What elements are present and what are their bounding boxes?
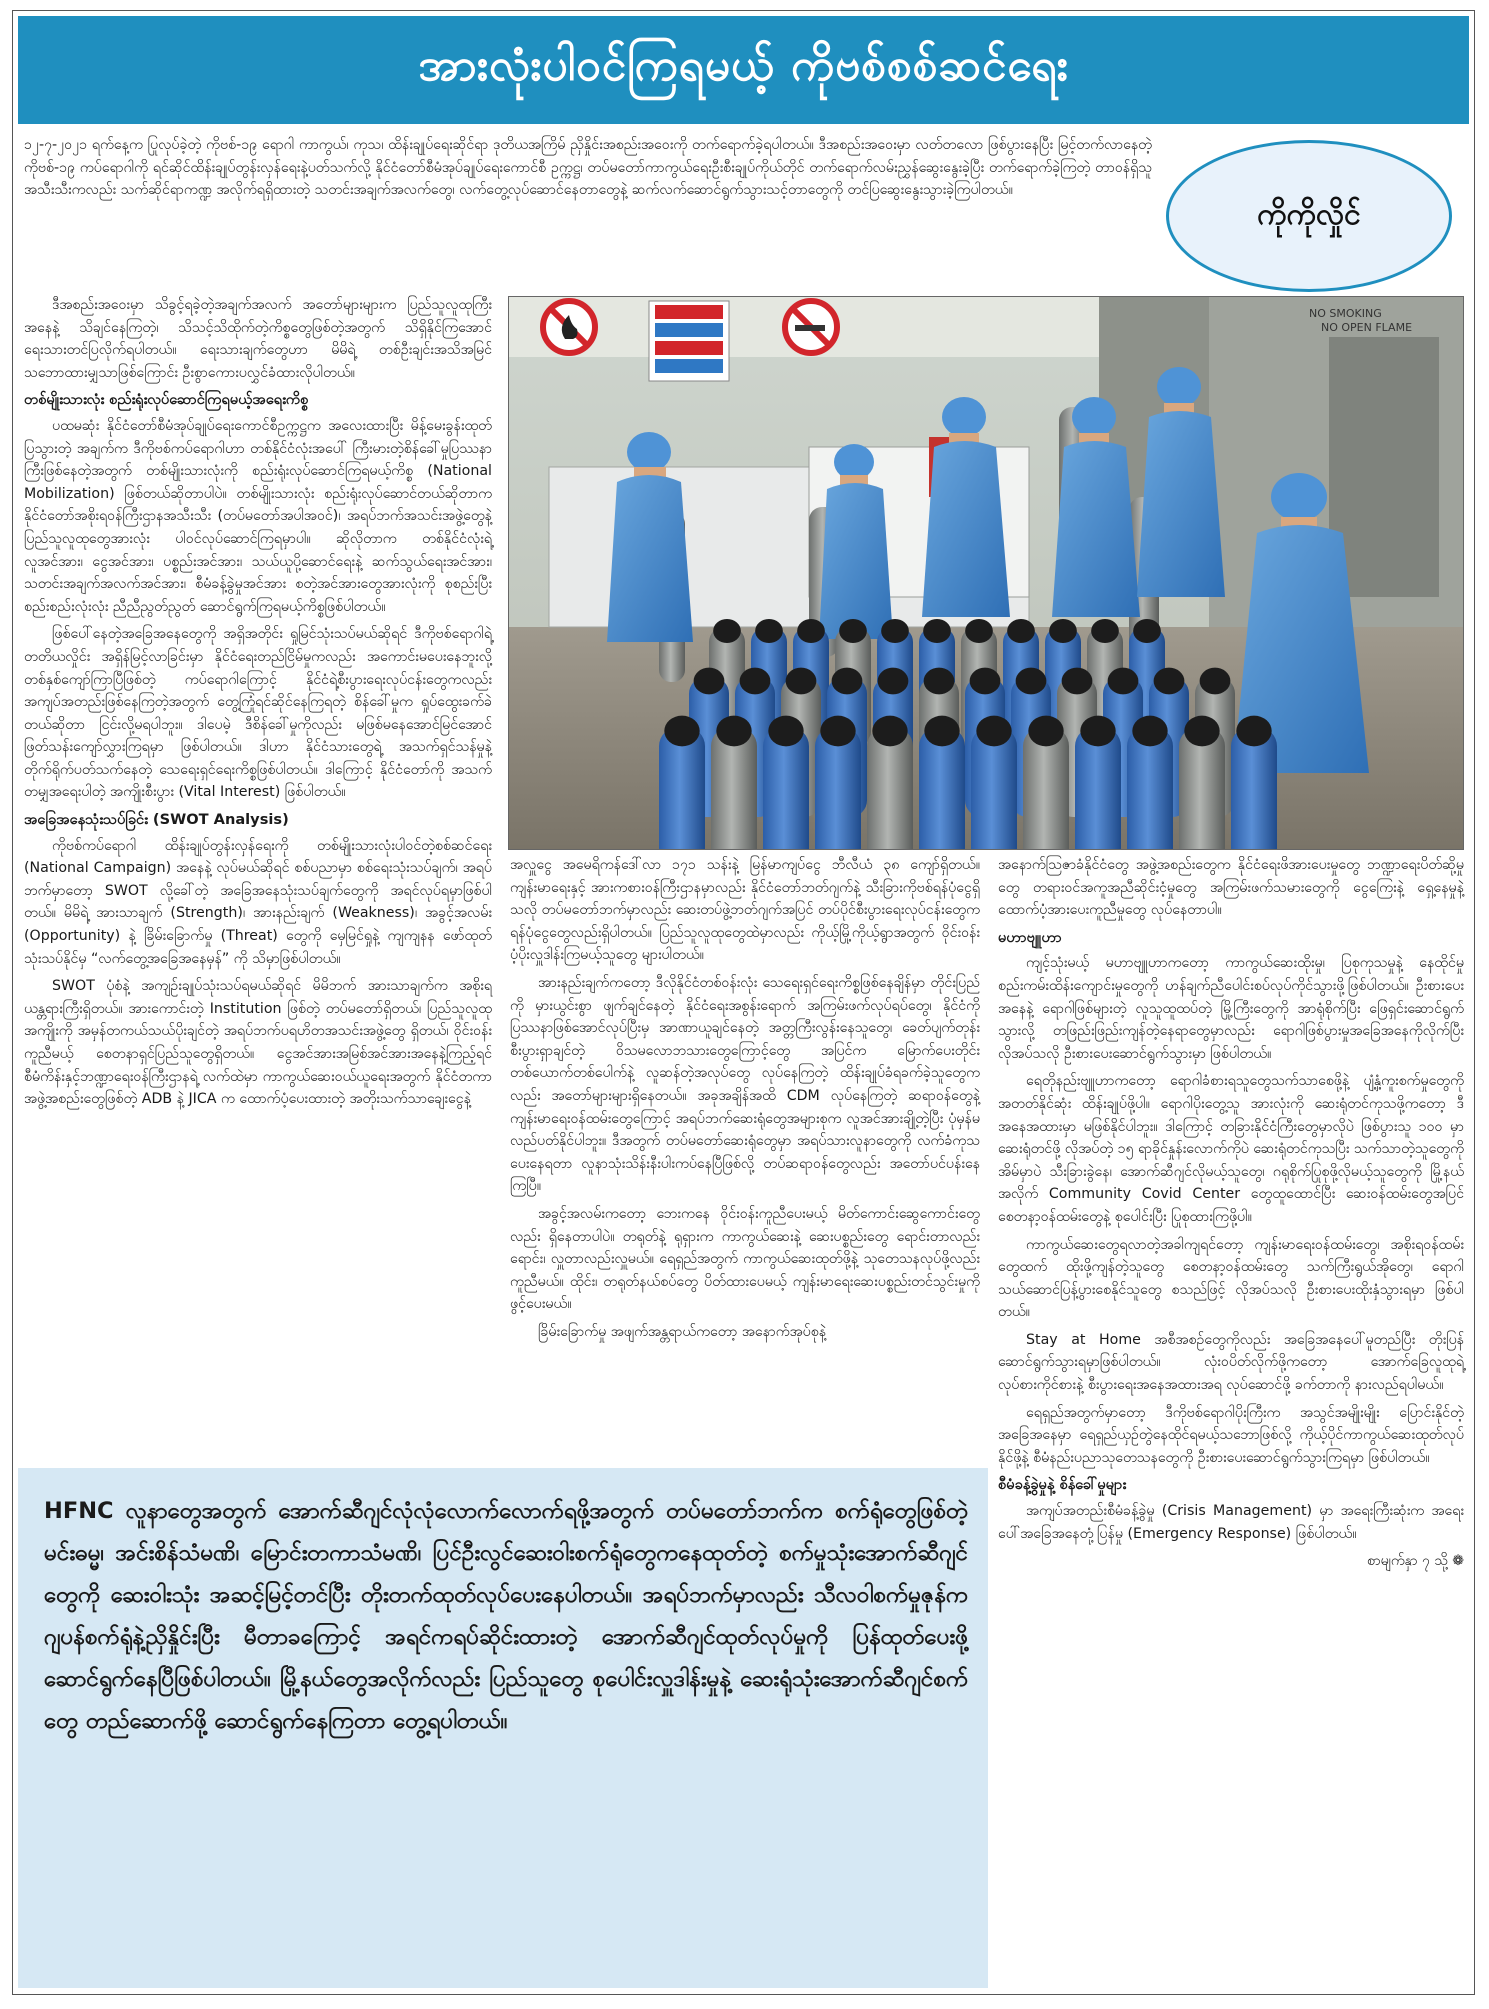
- article-column-3: [998, 854, 1464, 1573]
- pull-quote-text: HFNC လူနာတွေအတွက် အောက်ဆီဂျင်လုံလုံလောက်လောက်ရဖို့အတွက် တပ်မတော်ဘက်က စက်ရုံတွေဖြစ်တဲ့ မင်းဓမ္မ၊ အင်းစိန်သံမဏိ၊ မြောင်းတကာသံမဏိ၊ ပြင်ဦးလွင်ဆေးဝါးစက်ရုံတွေကနေထုတ်တဲ့ စက်မှုသုံးအောက်ဆီဂျင်တွေကို ဆေးဝါးသုံး အဆင့်မြင့်တင်ပြီး တိုးတက်ထုတ်လုပ်ပေးနေပါတယ်။ အရပ်ဘက်မှာလည်း သီလဝါစက်မှုဇုန်က ဂျပန်စက်ရုံနဲ့ညှိနှိုင်းပြီး မီတာခကြောင့် အရင်ကရပ်ဆိုင်းထားတဲ့ အောက်ဆီဂျင်ထုတ်လုပ်မှုကို ပြန်ထုတ်ပေးဖို့ ဆောင်ရွက်နေပြီဖြစ်ပါတယ်။ မြို့နယ်တွေအလိုက်လည်း ပြည်သူတွေ စုပေါင်းလှူဒါန်းမှုနဲ့ ဆေးရုံသုံးအောက်ဆီဂျင်စက်တွေ တည်ဆောက်ဖို့ ဆောင်ရွက်နေကြတာ တွေ့ရပါတယ်။: [44, 1498, 968, 1734]
- headline: အားလုံးပါဝင်ကြရမယ့် ကိုဗစ်စစ်ဆင်ရေး: [418, 40, 1069, 91]
- paragraph: ပထမဆုံး နိုင်ငံတော်စီမံအုပ်ချုပ်ရေးကောင်စီဥက္ကဋ္ဌက အလေးထားပြီး မိန့်မေးခွန်းထုတ်ပြသွားတဲ့ အချက်က ဒီကိုဗစ်ကပ်ရောဂါဟာ တစ်နိုင်ငံလုံးအပေါ် ကြီးမားတဲ့စိန်ခေါ်မှုပြဿနာကြီးဖြစ်နေတဲ့အတွက် တစ်မျိုးသားလုံးကို စည်းရုံးလုပ်ဆောင်ကြရမယ့်ကိစ္စ (National Mobilization) ဖြစ်တယ်ဆိုတာပါပဲ။ တစ်မျိုးသားလုံး စည်းရုံးလုပ်ဆောင်တယ်ဆိုတာက နိုင်ငံတော်အစိုးရဝန်ကြီးဌာနအသီးသီး (တပ်မတော်အပါအဝင်)၊ အရပ်ဘက်အသင်းအဖွဲ့တွေနဲ့ ပြည်သူလူထုတွေအားလုံး ပါဝင်လုပ်ဆောင်ကြရမှာပါ။ ဆိုလိုတာက တစ်နိုင်ငံလုံးရဲ့ လူအင်အား၊ ငွေအင်အား၊ ပစ္စည်းအင်အား၊ သယ်ယူပို့ဆောင်ရေးနဲ့ ဆက်သွယ်ရေးအင်အား၊ သတင်းအချက်အလက်အင်အား၊ စီမံခန့်ခွဲမှုအင်အား စတဲ့အင်အားတွေအားလုံးကို စုစည်းပြီး စည်းစည်းလုံးလုံး ညီညီညွတ်ညွတ် ဆောင်ရွက်ကြရမယ့်ကိစ္စဖြစ်ပါတယ်။: [24, 417, 492, 615]
- paragraph: အလှူငွေ အမေရိကန်ဒေါ်လာ ၁၇၁ သန်းနဲ့ မြန်မာကျပ်ငွေ ဘီလီယံ ၃၈ ကျော်ရှိတယ်။ ကျန်းမာရေးနှင့် အားကစားဝန်ကြီးဌာနမှာလည်း နိုင်ငံတော်ဘတ်ဂျက်နဲ့ သီးခြားကိုဗစ်ရန်ပုံငွေရှိသလို တပ်မတော်ဘက်မှာလည်း ဆေးတပ်ဖွဲ့ဘတ်ဂျက်အပြင် တပ်ပိုင်စီးပွားရေးလုပ်ငန်းတွေက ရန်ပုံငွေတွေလည်းရှိပါတယ်။ ပြည်သူလူထုတွေထဲမှာလည်း ကိုယ့်မြို့ကိုယ့်ရွာအတွက် ဝိုင်းဝန်းပံ့ပိုးလှူဒါန်းကြမယ့်သူတွေ များပါတယ်။: [510, 857, 980, 964]
- author-name: ကိုကိုလှိုင်: [1257, 196, 1361, 232]
- paragraph: ရေတိုနည်းဗျူဟာကတော့ ရောဂါခံစားရသူတွေသက်သာစေဖို့နဲ့ ပျံ့နှံ့ကူးစက်မှုတွေကို အတတ်နိုင်ဆုံး ထိန်းချုပ်ဖို့ပါ။ ရောဂါပိုးတွေ့သူ အားလုံးကို ဆေးရုံတင်ကုသဖို့ကတော့ ဒီအနေအထားမှာ မဖြစ်နိုင်ပါဘူး။ ဒါကြောင့် တခြားနိုင်ငံကြီးတွေမှာလိုပဲ ဖြစ်ပွားသူ ၁၀၀ မှာ ဆေးရုံတင်ဖို့ လိုအပ်တဲ့ ၁၅ ရာခိုင်နှုန်းလောက်ကိုပဲ ဆေးရုံတင်ကုသပြီး သက်သာတဲ့သူတွေကို အိမ်မှာပဲ သီးခြားခွဲနေ၊ အောက်ဆီဂျင်လိုမယ့်သူတွေ၊ ဂရုစိုက်ပြုစုဖို့လိုမယ့်သူတွေကို မြို့နယ်အလိုက် Community Covid Center တွေထူထောင်ပြီး ဆေးဝန်ထမ်းတွေအပြင် စေတနာ့ဝန်ထမ်းတွေနဲ့ စုပေါင်းပြီး ပြုစုထားကြဖို့ပါ။: [998, 1073, 1464, 1225]
- paragraph: SWOT ပုံစံနဲ့ အကျဉ်းချုပ်သုံးသပ်ရမယ်ဆိုရင် မိမိဘက် အားသာချက်က အစိုးရယန္တရားကြီးရှိတယ်။ အားကောင်းတဲ့ Institution ဖြစ်တဲ့ တပ်မတော်ရှိတယ်၊ ပြည်သူလူထုအကျိုးကို အမှန်တကယ်သယ်ပိုးချင်တဲ့ အရပ်ဘက်ပရဟိတအသင်းအဖွဲ့တွေ ရှိတယ်၊ ဝိုင်းဝန်းကူညီမယ့် စေတနာရှင်ပြည်သူတွေရှိတယ်။ ငွေအင်အားအမြစ်အင်အားအနေနဲ့ကြည့်ရင် စီမံကိန်းနှင့်ဘဏ္ဍာရေးဝန်ကြီးဌာနရဲ့ လက်ထဲမှာ ကာကွယ်ဆေးဝယ်ယူရေးအတွက် နိုင်ငံတကာအဖွဲ့အစည်းတွေဖြစ်တဲ့ ADB နဲ့ JICA က ထောက်ပံ့ပေးထားတဲ့ အတိုးသက်သာချေးငွေနဲ့: [24, 978, 492, 1108]
- headline-banner: [18, 16, 1469, 124]
- author-badge: [1166, 140, 1452, 292]
- paragraph: ရေရှည်အတွက်မှာတော့ ဒီကိုဗစ်ရောဂါပိုးကြီးက အသွင်အမျိုးမျိုး ပြောင်းနိုင်တဲ့ အခြေအနေမှာ ရေရှည်ယှဉ်တွဲနေထိုင်ရမယ့်သဘောဖြစ်လို့ ကိုယ့်ပိုင်ကာကွယ်ဆေးထုတ်လုပ်နိုင်ဖို့နဲ့ စီမံနည်းပညာသုတေသနတွေကို ဦးစားပေးဆောင်ရွက်သွားကြရမှာ ဖြစ်ပါတယ်။: [998, 1404, 1464, 1466]
- oxygen-plant-photo: [509, 297, 1463, 849]
- paragraph: အကျပ်အတည်းစီမံခန့်ခွဲမှု (Crisis Management) မှာ အရေးကြီးဆုံးက အရေးပေါ်အခြေအနေတုံ့ပြန်မှု (Emergency Response) ဖြစ်ပါတယ်။: [998, 1503, 1464, 1542]
- section-heading: တစ်မျိုးသားလုံး စည်းရုံးလုပ်ဆောင်ကြရမယ့်အရေးကိစ္စ: [24, 391, 309, 409]
- intro-text: ၁၂-၇-၂၀၂၁ ရက်နေ့က ပြုလုပ်ခဲ့တဲ့ ကိုဗစ်-၁၉ ရောဂါ ကာကွယ်၊ ကုသ၊ ထိန်းချုပ်ရေးဆိုင်ရာ ဒုတိယအကြိမ် ညှိနှိုင်းအစည်းအဝေးကို တက်ရောက်ခဲ့ရပါတယ်။ ဒီအစည်းအဝေးမှာ လတ်တလော ဖြစ်ပွားနေပြီး မြင့်တက်လာနေတဲ့ ကိုဗစ်-၁၉ ကပ်ရောဂါကို ရင်ဆိုင်ထိန်းချုပ်တွန်းလှန်ရေးနဲ့ပတ်သက်လို့ နိုင်ငံတော်စီမံအုပ်ချုပ်ရေးကောင်စီ ဥက္ကဋ္ဌ၊ တပ်မတော်ကာကွယ်ရေးဦးစီးချုပ်ကိုယ်တိုင် တက်ရောက်လမ်းညွှန်ဆွေးနွေးခဲ့ပြီး တက်ရောက်ခဲ့ကြတဲ့ တာဝန်ရှိသူအသီးသီးကလည်း သက်ဆိုင်ရာကဏ္ဍ အလိုက်ရရှိထားတဲ့ သတင်းအချက်အလက်တွေ၊ လက်တွေ့လုပ်ဆောင်နေတာတွေနဲ့ ဆက်လက်ဆောင်ရွက်သွားသင့်တာတွေကို တင်ပြဆွေးနွေးသွားခဲ့ကြပါတယ်။: [24, 137, 1152, 199]
- pull-quote-box: [18, 1468, 988, 1988]
- section-heading: အခြေအနေသုံးသပ်ခြင်း (SWOT Analysis): [24, 811, 289, 829]
- sign-no-open-flame: NO OPEN FLAME: [1321, 321, 1413, 334]
- paragraph: အားနည်းချက်ကတော့ ဒီလိုနိုင်ငံတစ်ဝန်းလုံး သေရေးရှင်ရေးကိစ္စဖြစ်နေချိန်မှာ တိုင်းပြည်ကို မှားယွင်းစွာ ဖျက်ချင်နေတဲ့ နိုင်ငံရေးအစွန်းရောက် အကြမ်းဖက်လုပ်ရပ်တွေ၊ နိုင်ငံကို ပြဿနာဖြစ်အောင်လုပ်ပြီးမှ အာဏာယူချင်နေတဲ့ အတ္တကြီးလွန်းနေသူတွေ၊ ခေတ်ပျက်တုန်း စီးပွားရှာချင်တဲ့ ဝိသမလောဘသားတွေကြောင့်တွေ အပြင်က မြောက်ပေးတိုင်း တစ်ယောက်တစ်ပေါက်နဲ့ လူဆန်တဲ့အလုပ်တွေ လုပ်နေကြတဲ့ ထိန်းချုပ်ခံရခက်ခဲ့သူတွေကလည်း အတော်များများရှိနေတယ်။ အခုအချိန်အထိ CDM လုပ်နေကြတဲ့ ဆရာဝန်တွေနဲ့ ကျန်းမာရေးဝန်ထမ်းတွေကြောင့် အရပ်ဘက်ဆေးရုံတွေအများစုက လူအင်အားချို့တဲ့ပြီး ပုံမှန်မလည်ပတ်နိုင်ပါဘူး။ ဒီအတွက် တပ်မတော်ဆေးရုံတွေမှာ အရပ်သားလူနာတွေကို လက်ခံကုသပေးနေရတာ လူနာသုံးသိန်းနီးပါးကပ်နေပြီဖြစ်လို့ တပ်ဆရာဝန်တွေလည်း အတော်ပင်ပန်းနေကြပြီ။: [510, 974, 980, 1195]
- paragraph: ကျင့်သုံးမယ့် မဟာဗျူဟာကတော့ ကာကွယ်ဆေးထိုးမှု၊ ပြစုကုသမှုနဲ့ နေထိုင်မှု စည်းကမ်းထိန်းကျောင်းမှုတွေကို ဟန်ချက်ညီပေါင်းစပ်လုပ်ကိုင်သွားဖို့ဖြစ်ပါတယ်။ ဦးစားပေးအနေနဲ့ ရောဂါဖြစ်များတဲ့ လူသူထူထပ်တဲ့ မြို့ကြီးတွေကို အာရုံစိုက်ပြီး ဖြေရှင်းဆောင်ရွက်သွားလို့ တဖြည်းဖြည်းကျန်တဲ့နေရာတွေမှာလည်း ရောဂါဖြစ်ပွားမှုအခြေအနေကိုလိုက်ပြီး လိုအပ်သလို ဦးစားပေးဆောင်ရွက်သွားမှာ ဖြစ်ပါတယ်။: [998, 955, 1464, 1062]
- paragraph: ကိုဗစ်ကပ်ရောဂါ ထိန်းချုပ်တွန်းလှန်ရေးကို တစ်မျိုးသားလုံးပါဝင်တဲ့စစ်ဆင်ရေး (National Campaign) အနေနဲ့ လုပ်မယ်ဆိုရင် စစ်ပညာမှာ စစ်ရေးသုံးသပ်ချက်၊ အရပ်ဘက်မှာတော့ SWOT လို့ခေါ်တဲ့ အခြေအနေသုံးသပ်ချက်တွေကို အရင်လုပ်ရမှာဖြစ်ပါတယ်။ မိမိရဲ့ အားသာချက် (Strength)၊ အားနည်းချက် (Weakness)၊ အခွင့်အလမ်း (Opportunity) နဲ့ ခြိမ်းခြောက်မှု (Threat) တွေကို မှေမြင်ရှုနဲ့ ကျကျနန ဖော်ထုတ်သုံးသပ်နိုင်မှ “လက်တွေ့အခြေအနေမှန်” ကို သိမှာဖြစ်ပါတယ်။: [24, 837, 492, 967]
- paragraph: ကာကွယ်ဆေးတွေရလာတဲ့အခါကျရင်တော့ ကျန်းမာရေးဝန်ထမ်းတွေ၊ အစိုးရဝန်ထမ်းတွေထက် ထိုးဖို့ကျန်တဲ့သူတွေ စေတနာ့ဝန်ထမ်းတွေ သက်ကြီးရွယ်အိုတွေ၊ ရောဂါသယ်ဆောင်ပြန့်ပွားစေနိုင်သူတွေ စသည်ဖြင့် လိုအပ်သလို ဦးစားပေးထိုးနှံသွားရမှာ ဖြစ်ပါတယ်။: [998, 1236, 1464, 1321]
- safety-sign-board: [649, 301, 729, 381]
- no-smoking-sign: [785, 301, 837, 353]
- article-column-1: [24, 294, 492, 1116]
- intro-paragraph: [24, 134, 1152, 207]
- section-heading: စီမံခန့်ခွဲမှုနဲ့ စိန်ခေါ်မှုများ: [998, 1476, 1127, 1494]
- paragraph: ဒီအစည်းအဝေးမှာ သိခွင့်ရခဲ့တဲ့အချက်အလက် အတော်များများက ပြည်သူလူထုကြီးအနေနဲ့ သိချင်နေကြတဲ့၊ သိသင့်သိထိုက်တဲ့ကိစ္စတွေဖြစ်တဲ့အတွက် သိရှိနိုင်ကြအောင် ရေးသားတင်ပြလိုက်ရပါတယ်။ ရေးသားချက်တွေဟာ မိမိရဲ့ တစ်ဦးချင်းအသိအမြင်သဘောထားမျှသာဖြစ်ကြောင်း ဦးစွာကေားပလွှင်ခံထားလိုပါတယ်။: [24, 297, 492, 381]
- no-flame-sign: [543, 301, 595, 353]
- paragraph: Stay at Home အစီအစဉ်တွေကိုလည်း အခြေအနေပေါ်မူတည်ပြီး တိုးပြန်ဆောင်ရွက်သွားရမှာဖြစ်ပါတယ်။ လုံးဝပိတ်လိုက်ဖို့ကတော့ အောက်ခြေလူထုရဲ့ လုပ်စားကိုင်စားနဲ့ စီးပွားရေးအနေအထားအရ လုပ်ဆောင်ဖို့ ခက်တာကို နားလည်ရပါမယ်။: [998, 1331, 1464, 1394]
- section-heading: မဟာဗျူဟာ: [998, 928, 1062, 946]
- article-column-2: [510, 854, 980, 1348]
- paragraph: အနောက်ဩဇာခံနိုင်ငံတွေ အဖွဲ့အစည်းတွေက နိုင်ငံရေးဖိအားပေးမှုတွေ ဘဏ္ဍာရေးပိတ်ဆို့မှုတွေ တရားဝင်အကူအညီဆိုင်းငံ့မှုတွေ အကြမ်းဖက်သမားတွေကို ငွေကြေးနဲ့ ရှေ့နေမှုနဲ့ ထောက်ပံ့အားပေးကူညီမှုတွေ လုပ်နေတာပါ။: [998, 857, 1464, 919]
- sign-no-smoking: NO SMOKING: [1309, 307, 1382, 320]
- paragraph: ခြိမ်းခြောက်မှု အဖျက်အန္တရာယ်ကတော့ အနောက်အုပ်စုနဲ့: [538, 1323, 827, 1340]
- paragraph: ဖြစ်ပေါ်နေတဲ့အခြေအနေတွေကို အရှိအတိုင်း ရှုမြင်သုံးသပ်မယ်ဆိုရင် ဒီကိုဗစ်ရောဂါရဲ့ တတိယလှိုင်း အရှိန်မြင့်လာခြင်းမှာ နိုင်ငံရေးတည်ငြိမ်မှုကလည်း အကောင်းမပေးနေဘူးလို့ တစ်နှစ်ကျော်ကြာပြီဖြစ်တဲ့ ကပ်ရောဂါကြောင့် နိုင်ငံရဲ့စီးပွားရေးလုပ်ငန်းတွေကလည်း အကျပ်အတည်းဖြစ်နေကြတဲ့အတွက် တွေ့ကြုံရင်ဆိုင်နေကြရတဲ့ စိန်ခေါ်မှုက ရှုပ်ထွေးခက်ခဲတယ်ဆိုတာ ငြင်းလို့မရပါဘူး။ ဒါပေမဲ့ ဒီစိန်ခေါ်မှုကိုလည်း မဖြစ်မနေအောင်မြင်အောင် ဖြတ်သန်းကျော်လွှားကြရမှာ ဖြစ်ပါတယ်။ ဒါဟာ နိုင်ငံသားတွေရဲ့ အသက်ရှင်သန်မှုနဲ့ တိုက်ရိုက်ပတ်သက်နေတဲ့ သေရေးရှင်ရေးကိစ္စဖြစ်ပါတယ်။ ဒါကြောင့် နိုင်ငံတော်ကို အသက်တမျှအရေးပါတဲ့ အကျိုးစီးပွား (Vital Interest) ဖြစ်ပါတယ်။: [24, 626, 492, 801]
- article-photo: [508, 296, 1464, 850]
- continued-note: စာမျက်နှာ ၇ သို့ ❁: [1366, 1553, 1464, 1570]
- paragraph: အခွင့်အလမ်းကတော့ ဘေးကနေ ဝိုင်းဝန်းကူညီပေးမယ့် မိတ်ကောင်းဆွေကောင်းတွေလည်း ရှိနေတာပါပဲ။ တရုတ်နဲ့ ရုရှားက ကာကွယ်ဆေးနဲ့ ဆေးပစ္စည်းတွေ ရောင်းတာလည်းရောင်း၊ လှူတာလည်းလှူမယ်။ ရေရှည်အတွက် ကာကွယ်ဆေးထုတ်ဖို့နဲ့ သုတေသနလုပ်ဖို့လည်း ကူညီမယ်။ ထိုင်း၊ တရုတ်နယ်စပ်တွေ ပိတ်ထားပေမယ့် ကျန်းမာရေးဆေးပစ္စည်းတင်သွင်းမှုကို ဖွင့်ပေးမယ်။: [510, 1205, 980, 1313]
